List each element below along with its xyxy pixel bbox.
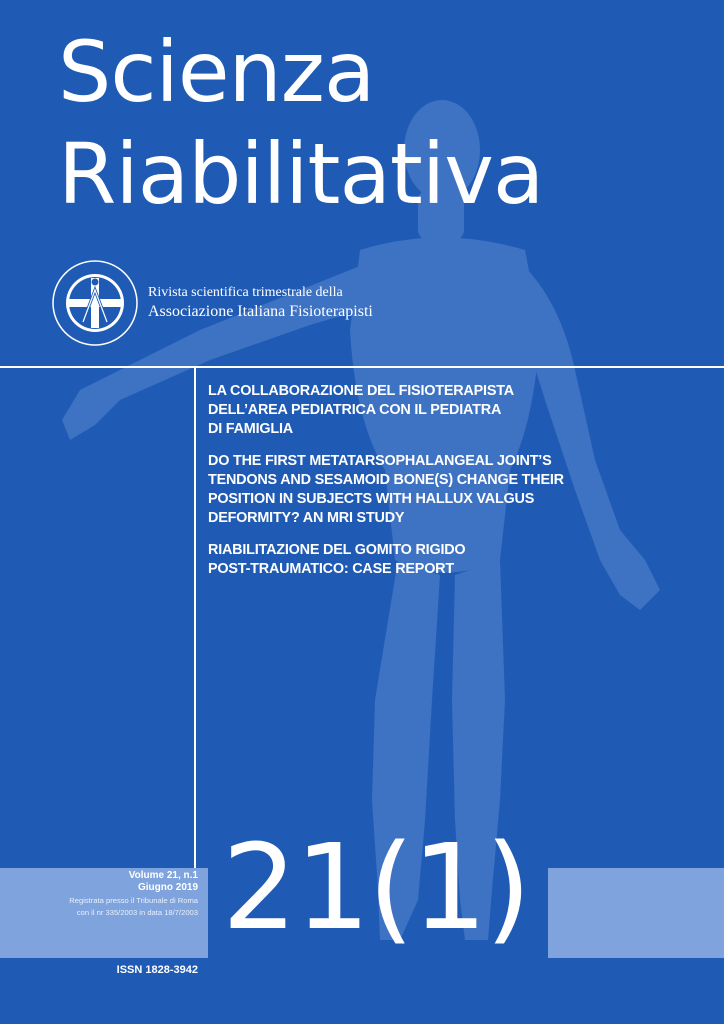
article-list [208,382,608,592]
registration-line-1: Registrata presso il Tribunale di Roma [69,896,198,905]
article-title-1: LA COLLABORAZIONE DEL FISIOTERAPISTA DELL’AREA PEDIATRICA CON IL PEDIATRA DI FAMIGLIA [208,383,514,437]
volume-label: Volume 21, n.1 [128,870,198,881]
association-seal-logo [50,258,140,348]
article-title-2: DO THE FIRST METATARSOPHALANGEAL JOINT’S TENDONS AND SESAMOID BONE(S) CHANGE THEIR POSITION IN SUBJECTS WITH HALLUX VALGUS DEFORMITY? AN MRI STUDY [208,453,564,526]
registration-line-2: con il nr 335/2003 in data 18/7/2003 [76,907,198,917]
issue-metadata [0,870,198,917]
issn-number: ISSN 1828-3942 [116,964,198,976]
tagline [148,284,373,322]
journal-title-line-2: Riabilitativa [58,125,544,223]
article-title-3: RIABILITAZIONE DEL GOMITO RIGIDO POST-TRAUMATICO: CASE REPORT [208,542,466,577]
horizontal-divider [0,366,724,368]
tagline-line-2: Associazione Italiana Fisioterapisti [148,302,373,320]
issue-number: 21(1) [222,818,530,956]
issue-band-right [548,868,724,958]
journal-title-line-1: Scienza [58,23,375,121]
tagline-line-1: Rivista scientifica trimestrale della [148,285,343,300]
issue-date: Giugno 2019 [137,882,198,893]
vertical-divider [194,366,196,868]
